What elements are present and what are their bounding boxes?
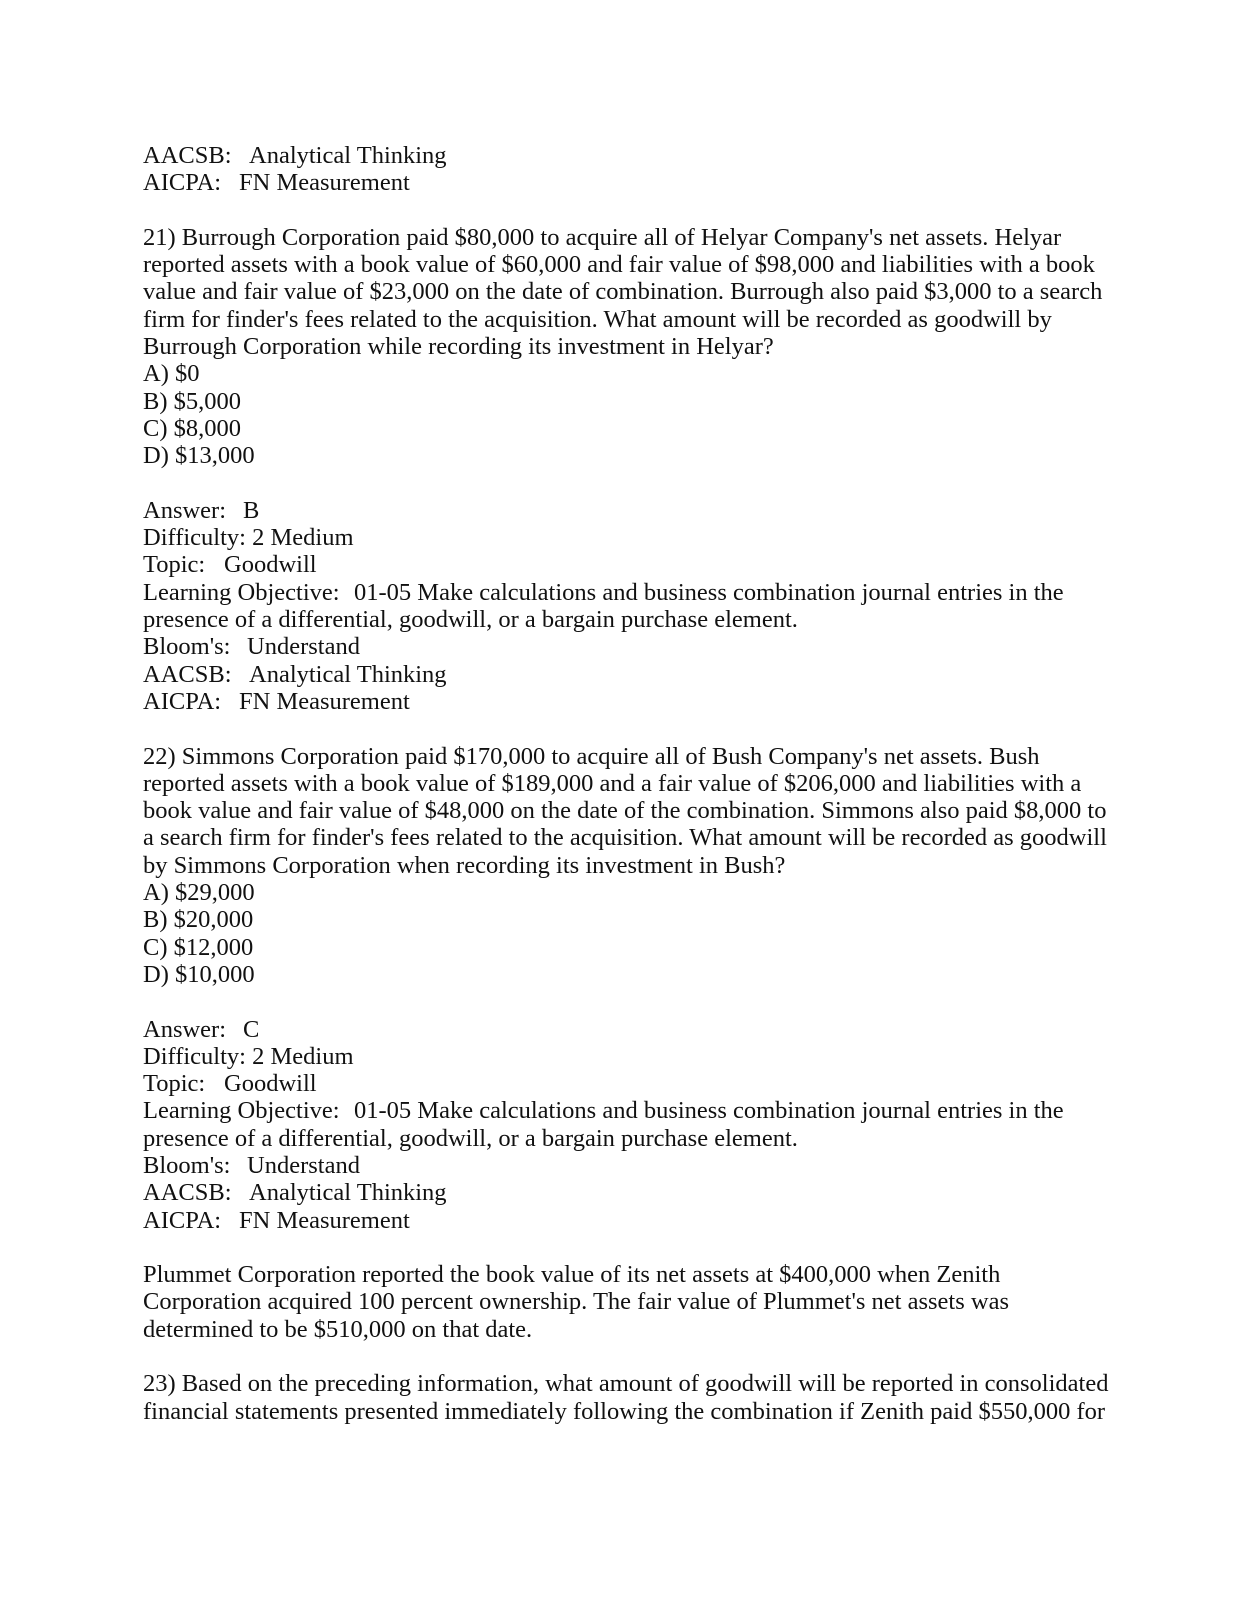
question-text-line: Burrough Corporation while recording its investment in Helyar? — [143, 333, 774, 361]
plummet-intro-paragraph — [143, 1261, 1083, 1343]
answer-value: C — [243, 1015, 260, 1043]
aicpa-value: FN Measurement — [239, 1206, 410, 1234]
aacsb-label: AACSB: — [143, 142, 232, 169]
aacsb-value: Analytical Thinking — [249, 660, 447, 688]
bloom-value: Understand — [247, 633, 360, 661]
spacer — [143, 988, 1083, 1015]
aicpa-line — [143, 1207, 1083, 1234]
spacer — [143, 197, 1083, 224]
page-content — [143, 142, 1109, 1425]
topic-line — [143, 551, 1083, 578]
aicpa-label: AICPA: — [143, 169, 222, 197]
learning-objective-value: 01-05 Make calculations and business combination journal entries in the — [354, 578, 1064, 606]
aicpa-line — [143, 688, 1083, 715]
aicpa-line — [143, 169, 1083, 196]
bloom-line — [143, 633, 1083, 660]
aicpa-label: AICPA: — [143, 1206, 222, 1234]
answer-label: Answer: — [143, 1015, 227, 1043]
question-text-line: reported assets with a book value of $60,000 and fair value of $98,000 and liabilities with a book — [143, 251, 1095, 279]
answer-option-d: D) $10,000 — [143, 960, 255, 988]
spacer — [143, 1343, 1083, 1370]
learning-objective-value: 01-05 Make calculations and business combination journal entries in the — [354, 1097, 1064, 1125]
answer-option-c: C) $8,000 — [143, 414, 241, 442]
question-text-line: financial statements presented immediately following the combination if Zenith paid $550,000 for — [143, 1397, 1106, 1425]
question-text-line: 21) Burrough Corporation paid $80,000 to acquire all of Helyar Company's net assets. Helyar — [143, 223, 1062, 251]
spacer — [143, 1234, 1083, 1261]
topic-label: Topic: — [143, 1070, 206, 1098]
paragraph-line: determined to be $510,000 on that date. — [143, 1315, 533, 1343]
paragraph-line: Plummet Corporation reported the book value of its net assets at $400,000 when Zenith — [143, 1261, 1001, 1289]
bloom-line — [143, 1152, 1083, 1179]
answer-line — [143, 1016, 1083, 1043]
aacsb-line — [143, 142, 1083, 169]
bloom-label: Bloom's: — [143, 1151, 231, 1179]
top-metadata — [143, 142, 1083, 197]
question-text-line: 23) Based on the preceding information, what amount of goodwill will be reported in consolidated — [143, 1370, 1109, 1398]
paragraph-line: Corporation acquired 100 percent ownership. The fair value of Plummet's net assets was — [143, 1288, 1009, 1316]
answer-option-b: B) $20,000 — [143, 906, 254, 934]
learning-objective-label: Learning Objective: — [143, 578, 340, 606]
topic-value: Goodwill — [224, 551, 317, 579]
answer-value: B — [243, 496, 260, 524]
question-22-metadata — [143, 1016, 1083, 1234]
aicpa-label: AICPA: — [143, 687, 222, 715]
spacer — [143, 470, 1083, 497]
answer-option-b: B) $5,000 — [143, 387, 241, 415]
aicpa-value: FN Measurement — [239, 169, 410, 197]
aacsb-value: Analytical Thinking — [249, 142, 447, 169]
question-text-line: a search firm for finder's fees related to the acquisition. What amount will be recorded as goodwill — [143, 824, 1107, 852]
aicpa-value: FN Measurement — [239, 687, 410, 715]
question-text-line: book value and fair value of $48,000 on the date of the combination. Simmons also paid $8,000 to — [143, 797, 1107, 825]
topic-value: Goodwill — [224, 1070, 317, 1098]
learning-objective-line — [143, 1097, 1083, 1124]
question-21-metadata — [143, 497, 1083, 715]
aacsb-value: Analytical Thinking — [249, 1179, 447, 1207]
question-text-line: by Simmons Corporation when recording its investment in Bush? — [143, 851, 786, 879]
aacsb-label: AACSB: — [143, 660, 232, 688]
aacsb-line — [143, 661, 1083, 688]
answer-option-d: D) $13,000 — [143, 442, 255, 470]
aacsb-label: AACSB: — [143, 1179, 232, 1207]
spacer — [143, 715, 1083, 742]
topic-label: Topic: — [143, 551, 206, 579]
question-23 — [143, 1370, 1109, 1425]
learning-objective-continued: presence of a differential, goodwill, or a bargain purchase element. — [143, 606, 798, 634]
question-text-line: value and fair value of $23,000 on the date of combination. Burrough also paid $3,000 to a search — [143, 278, 1103, 306]
answer-line — [143, 497, 1083, 524]
difficulty-line: Difficulty: 2 Medium — [143, 524, 354, 552]
learning-objective-label: Learning Objective: — [143, 1097, 340, 1125]
question-text-line: 22) Simmons Corporation paid $170,000 to acquire all of Bush Company's net assets. Bush — [143, 742, 1040, 770]
answer-option-a: A) $29,000 — [143, 879, 255, 907]
question-text-line: reported assets with a book value of $189,000 and a fair value of $206,000 and liabilities with a — [143, 769, 1082, 797]
answer-option-c: C) $12,000 — [143, 933, 254, 961]
question-22 — [143, 742, 1107, 989]
learning-objective-line — [143, 579, 1083, 606]
answer-label: Answer: — [143, 496, 227, 524]
bloom-label: Bloom's: — [143, 633, 231, 661]
question-21 — [143, 223, 1103, 470]
difficulty-line: Difficulty: 2 Medium — [143, 1042, 354, 1070]
aacsb-line — [143, 1179, 1083, 1206]
topic-line — [143, 1070, 1083, 1097]
answer-option-a: A) $0 — [143, 360, 200, 388]
learning-objective-continued: presence of a differential, goodwill, or a bargain purchase element. — [143, 1124, 798, 1152]
question-text-line: firm for finder's fees related to the acquisition. What amount will be recorded as goodwill by — [143, 305, 1052, 333]
bloom-value: Understand — [247, 1151, 360, 1179]
